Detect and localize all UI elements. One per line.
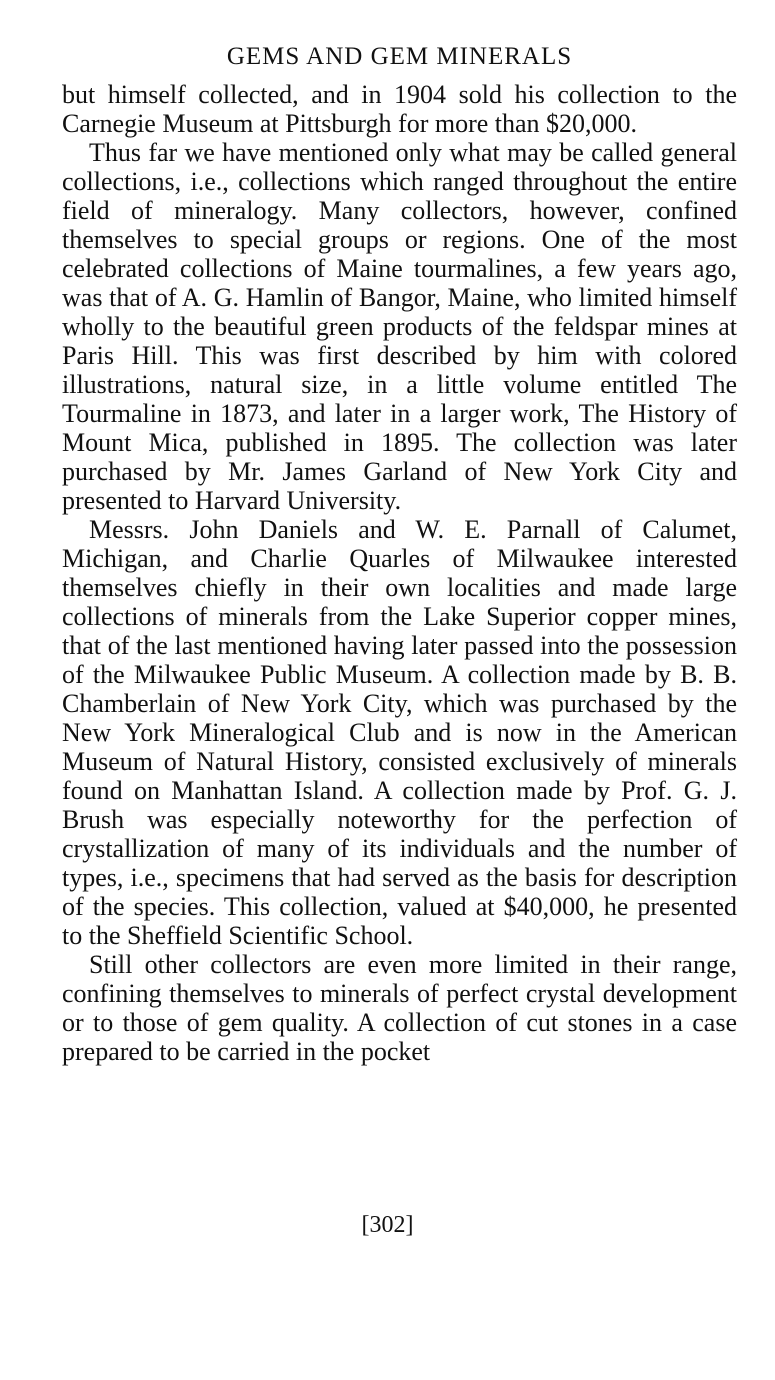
paragraph-1: but himself collected, and in 1904 sold his collection to the Carnegie Museum at Pittsburgh for more than $20,000. <box>62 80 737 138</box>
running-head: GEMS AND GEM MINERALS <box>226 43 573 70</box>
paragraph-3: Messrs. John Daniels and W. E. Parnall of Calumet, Michigan, and Charlie Quarles of Milwaukee interested themselves chiefly in their own localities and made large collections of minerals from the Lake Superior copper mines, that of the last mentioned having later passed into the possession of the Milwaukee Public Museum. A collection made by B. B. Chamberlain of New York City, which was purchased by the New York Mineralogical Club and is now in the American Museum of Natural History, consisted exclusively of minerals found on Manhattan Island. A collection made by Prof. G. J. Brush was especially noteworthy for the perfection of crystallization of many of its individuals and the number of types, i.e., specimens that had served as the basis for description of the species. This collection, valued at $40,000, he presented to the Sheffield Scientific School. <box>62 515 737 950</box>
book-page <box>62 40 737 1066</box>
paragraph-4: Still other collectors are even more limited in their range, confining themselves to minerals of perfect crystal development or to those of gem quality. A collection of cut stones in a case prepared to be carried in the pocket <box>62 950 737 1066</box>
page-number: [302] <box>361 1212 414 1238</box>
body-text <box>62 80 737 1066</box>
paragraph-2: Thus far we have mentioned only what may be called general collections, i.e., collections which ranged throughout the entire field of mineralogy. Many collectors, however, confined themselves to special groups or regions. One of the most celebrated collections of Maine tourmalines, a few years ago, was that of A. G. Hamlin of Bangor, Maine, who limited himself wholly to the beautiful green products of the feldspar mines at Paris Hill. This was first described by him with colored illustrations, natural size, in a little volume entitled The Tourmaline in 1873, and later in a larger work, The History of Mount Mica, published in 1895. The collection was later purchased by Mr. James Garland of New York City and presented to Harvard University. <box>62 138 737 515</box>
